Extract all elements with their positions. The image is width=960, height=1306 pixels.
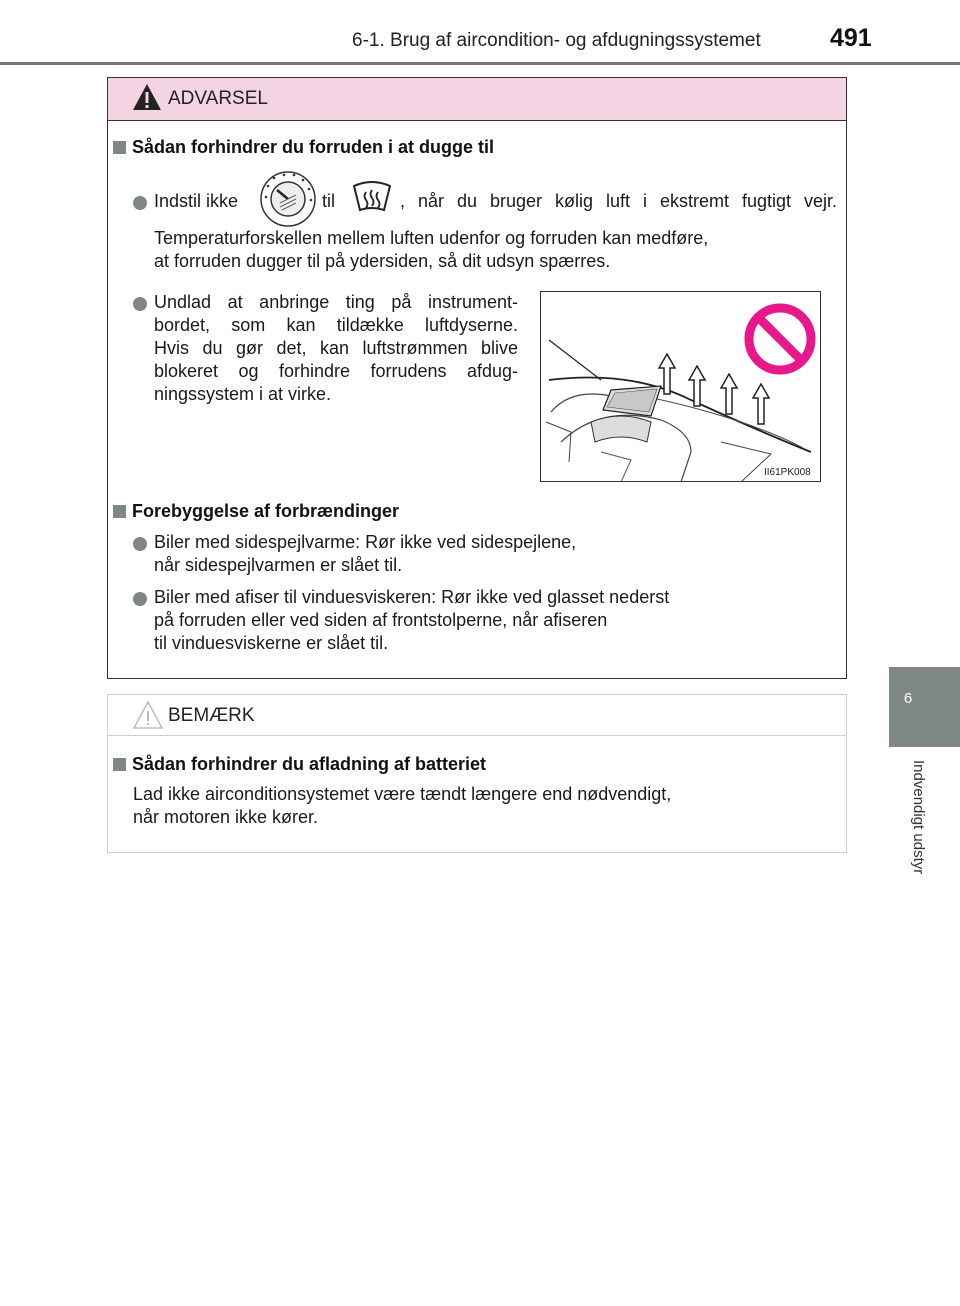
chapter-tab bbox=[889, 667, 960, 747]
bullet2-line2: bordet, som kan tildække luftdyserne. bbox=[154, 315, 518, 335]
header-rule bbox=[0, 62, 960, 65]
burns-bullet2-line2: på forruden eller ved siden af frontstolperne, når afiseren bbox=[154, 610, 608, 630]
bullet2-line1: Undlad at anbringe ting på instrument- bbox=[154, 292, 518, 312]
burns-bullet1-line1: Biler med sidespejlvarme: Rør ikke ved sidespejlene, bbox=[154, 532, 577, 552]
page-number: 491 bbox=[830, 24, 872, 52]
bullet-dot-icon bbox=[133, 297, 147, 311]
notice-line1: Lad ikke airconditionsystemet være tændt længere end nødvendigt, bbox=[133, 784, 672, 804]
bullet-text-part3: , når du bruger kølig luft i ekstremt fugtigt vejr. bbox=[400, 191, 837, 211]
chapter-tab-number: 6 bbox=[903, 690, 913, 707]
prohibited-icon bbox=[743, 302, 817, 376]
notice-heading: Sådan forhindrer du afladning af batteriet bbox=[113, 754, 486, 775]
section-heading-defog: Sådan forhindrer du forruden i at dugge til bbox=[113, 137, 494, 158]
square-bullet-icon bbox=[113, 758, 126, 771]
windshield-defroster-icon bbox=[352, 178, 392, 214]
section-heading-burns: Forebyggelse af forbrændinger bbox=[113, 501, 399, 522]
bullet-text-line2: Temperaturforskellen mellem luften udenfor og forruden kan medføre, bbox=[154, 228, 709, 248]
chapter-tab-label: Indvendigt udstyr bbox=[910, 760, 927, 875]
notice-header bbox=[108, 695, 846, 736]
bullet-dot-icon bbox=[133, 537, 147, 551]
bullet-text-part1: Indstil ikke bbox=[154, 191, 239, 211]
bullet2-line5: ningssystem i at virke. bbox=[154, 384, 332, 404]
burns-bullet2-line3: til vinduesviskerne er slået til. bbox=[154, 633, 389, 653]
square-bullet-icon bbox=[113, 141, 126, 154]
bullet2-line4: blokeret og forhindre forrudens afdug- bbox=[154, 361, 518, 381]
square-bullet-icon bbox=[113, 505, 126, 518]
bullet-text-line3: at forruden dugger til på ydersiden, så dit udsyn spærres. bbox=[154, 251, 611, 271]
airflow-arrow-icon bbox=[657, 352, 677, 396]
bullet2-line3: Hvis du gør det, kan luftstrømmen blive bbox=[154, 338, 518, 358]
notice-line2: når motoren ikke kører. bbox=[133, 807, 319, 827]
notice-triangle-icon bbox=[132, 700, 164, 730]
burns-bullet1-line2: når sidespejlvarmen er slået til. bbox=[154, 555, 403, 575]
warning-header bbox=[108, 78, 846, 121]
dashboard-illustration bbox=[540, 291, 821, 482]
figure-code: II61PK008 bbox=[764, 467, 811, 478]
bullet-text-part2: til bbox=[322, 191, 335, 211]
warning-triangle-icon bbox=[132, 83, 162, 111]
bullet-dot-icon bbox=[133, 196, 147, 210]
airflow-arrow-icon bbox=[719, 372, 739, 416]
burns-bullet2-line1: Biler med afiser til vinduesviskeren: Rør ikke ved glasset nederst bbox=[154, 587, 670, 607]
bullet-dot-icon bbox=[133, 592, 147, 606]
notice-label: BEMÆRK bbox=[168, 705, 255, 726]
airflow-arrow-icon bbox=[687, 364, 707, 408]
chapter-section-title: 6-1. Brug af aircondition- og afdugningssystemet bbox=[352, 30, 761, 51]
temperature-dial-icon bbox=[258, 170, 318, 228]
airflow-arrow-icon bbox=[751, 382, 771, 426]
warning-label: ADVARSEL bbox=[168, 88, 268, 109]
